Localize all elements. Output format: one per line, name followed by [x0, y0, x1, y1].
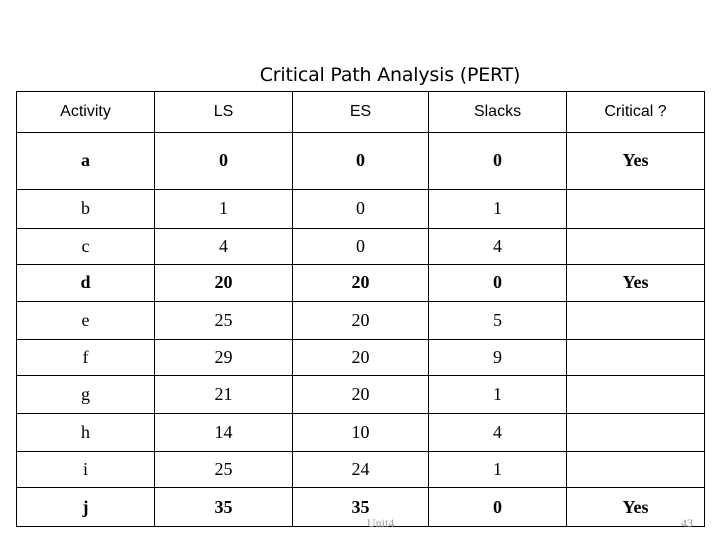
ls-cell: 4: [155, 229, 293, 264]
es-cell: 20: [293, 264, 429, 301]
es-cell: 0: [293, 189, 429, 229]
es-cell: 0: [293, 133, 429, 190]
es-cell: 35: [293, 488, 429, 527]
table-row: [17, 229, 705, 264]
header-ls: LS: [155, 92, 293, 133]
ls-cell: 35: [155, 488, 293, 527]
critical-cell: [567, 452, 705, 488]
slack-cell: 4: [429, 229, 567, 264]
header-row: [17, 92, 705, 133]
table-row: [17, 189, 705, 229]
page-number: 43: [681, 516, 693, 530]
ls-cell: 21: [155, 376, 293, 413]
es-cell: 0: [293, 229, 429, 264]
table-row: [17, 133, 705, 190]
ls-cell: 0: [155, 133, 293, 190]
slack-cell: 1: [429, 189, 567, 229]
table-row: [17, 413, 705, 451]
critical-cell: Yes: [567, 133, 705, 190]
critical-cell: [567, 376, 705, 413]
critical-cell: [567, 189, 705, 229]
header-critical: Critical ?: [567, 92, 705, 133]
es-cell: 10: [293, 413, 429, 451]
slack-cell: 1: [429, 376, 567, 413]
table-row: [17, 264, 705, 301]
ls-cell: 14: [155, 413, 293, 451]
critical-cell: [567, 302, 705, 339]
es-cell: 20: [293, 339, 429, 375]
slack-cell: 0: [429, 264, 567, 301]
header-activity: Activity: [17, 92, 155, 133]
critical-cell: [567, 413, 705, 451]
table-row: [17, 302, 705, 339]
activity-cell: b: [17, 189, 155, 229]
es-cell: 20: [293, 376, 429, 413]
es-cell: 24: [293, 452, 429, 488]
slack-cell: 1: [429, 452, 567, 488]
footer-label: Unit4: [367, 516, 395, 530]
slack-cell: 5: [429, 302, 567, 339]
critical-cell: Yes: [567, 488, 705, 527]
ls-cell: 29: [155, 339, 293, 375]
ls-cell: 25: [155, 302, 293, 339]
critical-cell: [567, 339, 705, 375]
activity-cell: d: [17, 264, 155, 301]
pert-table: [16, 91, 705, 527]
table-row: [17, 376, 705, 413]
activity-cell: i: [17, 452, 155, 488]
critical-cell: Yes: [567, 264, 705, 301]
slack-cell: 9: [429, 339, 567, 375]
activity-cell: a: [17, 133, 155, 190]
table-row: [17, 488, 705, 527]
es-cell: 20: [293, 302, 429, 339]
critical-cell: [567, 229, 705, 264]
activity-cell: c: [17, 229, 155, 264]
activity-cell: h: [17, 413, 155, 451]
ls-cell: 20: [155, 264, 293, 301]
activity-cell: f: [17, 339, 155, 375]
table-row: [17, 452, 705, 488]
activity-cell: e: [17, 302, 155, 339]
slack-cell: 0: [429, 133, 567, 190]
activity-cell: j: [17, 488, 155, 527]
header-es: ES: [293, 92, 429, 133]
slide-title: Critical Path Analysis (PERT): [259, 64, 521, 86]
activity-cell: g: [17, 376, 155, 413]
ls-cell: 25: [155, 452, 293, 488]
ls-cell: 1: [155, 189, 293, 229]
slack-cell: 4: [429, 413, 567, 451]
header-slacks: Slacks: [429, 92, 567, 133]
table-row: [17, 339, 705, 375]
slack-cell: 0: [429, 488, 567, 527]
